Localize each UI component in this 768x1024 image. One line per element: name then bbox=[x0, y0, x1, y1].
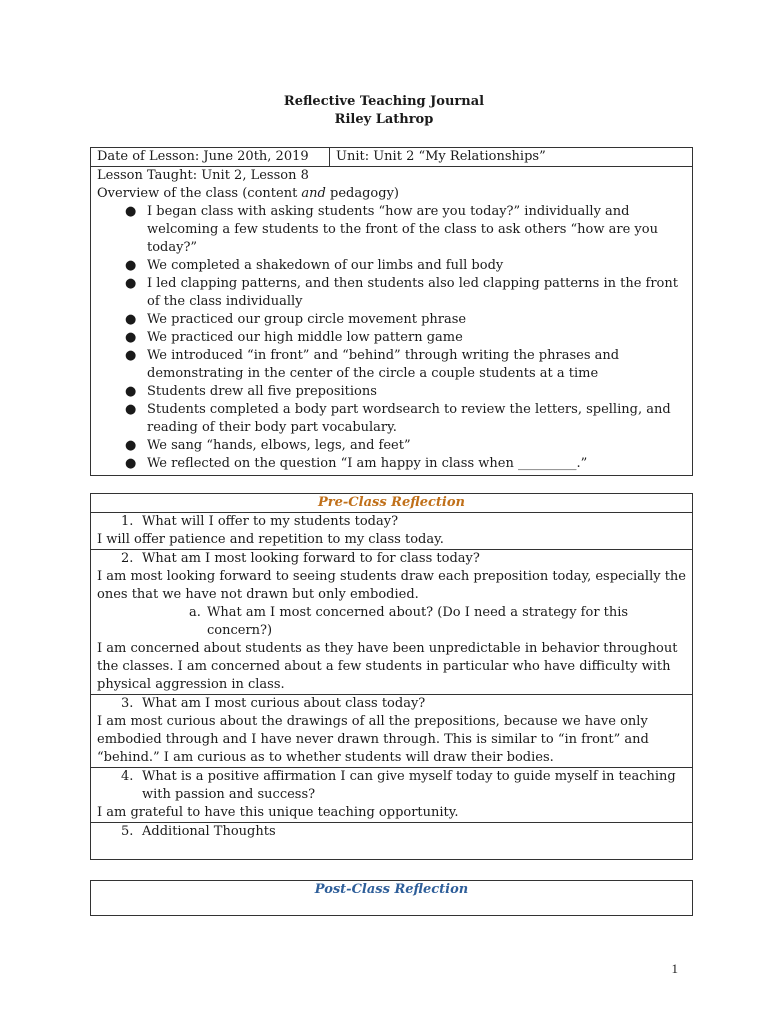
question-2 bbox=[97, 550, 686, 568]
question-row-2 bbox=[91, 550, 693, 695]
question-4 bbox=[97, 768, 686, 804]
overview-prefix: Overview of the class (content bbox=[97, 186, 302, 201]
answer-2: I am most looking forward to seeing students draw each preposition today, especially the ones that we have not drawn but only embodied. bbox=[97, 569, 686, 602]
lesson-table bbox=[90, 147, 693, 476]
question-2a-text: What am I most concerned about? (Do I need a strategy for this concern?) bbox=[207, 605, 629, 638]
overview-bullet: ● We practiced our high middle low pattern game bbox=[147, 329, 686, 347]
question-1-text: What will I offer to my students today? bbox=[142, 514, 399, 529]
answer-4: I am grateful to have this unique teaching opportunity. bbox=[97, 805, 459, 820]
overview-bullet: ● Students drew all five prepositions bbox=[147, 383, 686, 401]
lesson-body-row bbox=[91, 167, 693, 476]
question-2-number: 2. bbox=[121, 551, 134, 566]
answer-3: I am most curious about the drawings of all the prepositions, because we have only embodied through and I have never drawn through. This is similar to “in front” and “behind.” I am curious as to whether students will draw their bodies. bbox=[97, 714, 649, 765]
pre-class-heading: Pre-Class Reflection bbox=[91, 494, 693, 513]
post-class-heading: Post-Class Reflection bbox=[91, 881, 693, 916]
question-3-text: What am I most curious about class today? bbox=[142, 696, 426, 711]
overview-bullet: ● We introduced “in front” and “behind” through writing the phrases and demonstrating in the center of the circle a couple students at a time bbox=[147, 347, 686, 383]
lesson-header-row bbox=[91, 148, 693, 167]
lesson-taught: Lesson Taught: Unit 2, Lesson 8 bbox=[97, 168, 309, 183]
overview-list bbox=[97, 203, 686, 473]
pre-class-table bbox=[90, 493, 693, 860]
question-5-number: 5. bbox=[121, 824, 134, 839]
question-row-1 bbox=[91, 513, 693, 550]
question-4-number: 4. bbox=[121, 769, 134, 784]
post-class-table bbox=[90, 880, 693, 916]
overview-bullet: ● We completed a shakedown of our limbs and full body bbox=[147, 257, 686, 275]
question-2-text: What am I most looking forward to for class today? bbox=[142, 551, 480, 566]
question-row-4 bbox=[91, 768, 693, 823]
overview-bullet: ● We practiced our group circle movement phrase bbox=[147, 311, 686, 329]
question-2a bbox=[97, 604, 686, 640]
lesson-body bbox=[91, 167, 693, 476]
overview-bullet: ● We reflected on the question “I am happy in class when _________.” bbox=[147, 455, 686, 473]
question-cell-5 bbox=[91, 823, 693, 860]
answer-2a: I am concerned about students as they have been unpredictable in behavior throughout the classes. I am concerned about a few students in particular who have difficulty with physical aggression in class. bbox=[97, 641, 678, 692]
question-4-text: What is a positive affirmation I can give myself today to guide myself in teaching with passion and success? bbox=[142, 769, 676, 802]
overview-italic: and bbox=[301, 186, 326, 201]
question-cell-4 bbox=[91, 768, 693, 823]
question-row-3 bbox=[91, 695, 693, 768]
question-5 bbox=[97, 823, 686, 841]
question-cell-1 bbox=[91, 513, 693, 550]
lesson-unit: Unit: Unit 2 “My Relationships” bbox=[330, 148, 693, 167]
overview-bullet: ● I began class with asking students “how are you today?” individually and welcoming a few students to the front of the class to ask others “how are you today?” bbox=[147, 203, 686, 257]
question-cell-2 bbox=[91, 550, 693, 695]
document-title: Reflective Teaching Journal bbox=[283, 94, 485, 109]
answer-1: I will offer patience and repetition to my class today. bbox=[97, 532, 444, 547]
lesson-date: Date of Lesson: June 20th, 2019 bbox=[91, 148, 330, 167]
question-1-number: 1. bbox=[121, 514, 134, 529]
overview-heading bbox=[97, 185, 686, 203]
overview-bullet: ● Students completed a body part wordsearch to review the letters, spelling, and reading of their body part vocabulary. bbox=[147, 401, 686, 437]
post-class-heading-row bbox=[91, 881, 693, 916]
overview-bullet: ● I led clapping patterns, and then students also led clapping patterns in the front of the class individually bbox=[147, 275, 686, 311]
question-1 bbox=[97, 513, 686, 531]
question-3 bbox=[97, 695, 686, 713]
question-3-number: 3. bbox=[121, 696, 134, 711]
overview-bullet: ● We sang “hands, elbows, legs, and feet” bbox=[147, 437, 686, 455]
question-2a-number: a. bbox=[189, 605, 201, 620]
pre-class-heading-row bbox=[91, 494, 693, 513]
author-name: Riley Lathrop bbox=[334, 112, 434, 127]
question-5-text: Additional Thoughts bbox=[142, 824, 276, 839]
page-number: 1 bbox=[671, 961, 678, 976]
question-row-5 bbox=[91, 823, 693, 860]
question-cell-3 bbox=[91, 695, 693, 768]
overview-suffix: pedagogy) bbox=[325, 186, 399, 201]
